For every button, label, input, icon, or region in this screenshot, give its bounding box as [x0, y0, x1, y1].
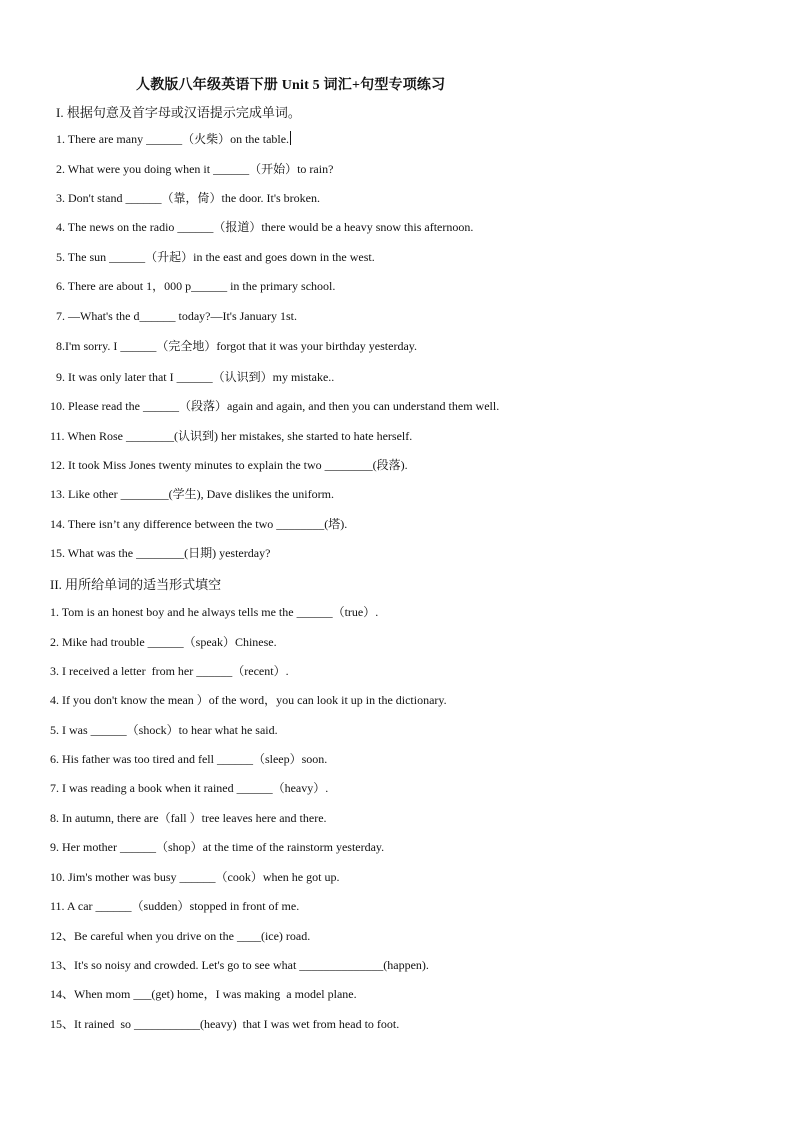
section1-item-13: 13. Like other ________(学生), Dave dislikes the uniform. — [50, 487, 334, 501]
section1-item-11: 11. When Rose ________(认识到) her mistakes, she started to hate herself. — [50, 429, 413, 443]
section1-item-10: 10. Please read the ______（段落）again and again, and then you can understand them well. — [50, 399, 500, 413]
section2-item-7: 7. I was reading a book when it rained ______（heavy）. — [50, 781, 329, 795]
section1-item-9: 9. It was only later that I ______（认识到）my mistake.. — [56, 370, 335, 384]
section1-item-6: 6. There are about 1，000 p______ in the primary school. — [56, 279, 336, 293]
section1-item-8: 8.I'm sorry. I ______（完全地）forgot that it was your birthday yesterday. — [56, 339, 417, 353]
text-cursor — [290, 131, 291, 145]
section1-item-14: 14. There isn’t any difference between the two ________(塔). — [50, 517, 348, 531]
section2-item-6: 6. His father was too tired and fell ______（sleep）soon. — [50, 752, 328, 766]
section2-item-4: 4. If you don't know the mean ）of the word，you can look it up in the dictionary. — [50, 693, 447, 707]
section1-item-7: 7. —What's the d______ today?—It's January 1st. — [56, 309, 297, 323]
section2-item-15: 15、It rained so ___________(heavy) that I was wet from head to foot. — [50, 1017, 400, 1031]
section1-item-15: 15. What was the ________(日期) yesterday? — [50, 546, 271, 560]
section1-item-2: 2. What were you doing when it ______（开始）to rain? — [56, 162, 334, 176]
section1-item-1: 1. There are many ______（火柴）on the table. — [56, 132, 290, 146]
page-title: 人教版八年级英语下册 Unit 5 词汇+句型专项练习 — [136, 78, 446, 93]
section2-item-8: 8. In autumn, there are（fall ）tree leaves here and there. — [50, 811, 327, 825]
section2-item-14: 14、When mom ___(get) home，I was making a model plane. — [50, 987, 357, 1001]
section1-heading: I. 根据句意及首字母或汉语提示完成单词。 — [56, 105, 301, 120]
section2-item-11: 11. A car ______（sudden）stopped in front of me. — [50, 899, 300, 913]
section2-item-5: 5. I was ______（shock）to hear what he said. — [50, 723, 278, 737]
section2-heading: II. 用所给单词的适当形式填空 — [50, 577, 222, 592]
section1-item-5: 5. The sun ______（升起）in the east and goes down in the west. — [56, 250, 375, 264]
section2-item-3: 3. I received a letter from her ______（recent）. — [50, 664, 289, 678]
section2-item-2: 2. Mike had trouble ______（speak）Chinese. — [50, 635, 277, 649]
section2-item-13: 13、It's so noisy and crowded. Let's go to see what ______________(happen). — [50, 958, 429, 972]
section2-item-1: 1. Tom is an honest boy and he always tells me the ______（true）. — [50, 605, 379, 619]
section1-item-12: 12. It took Miss Jones twenty minutes to explain the two ________(段落). — [50, 458, 408, 472]
section2-item-9: 9. Her mother ______（shop）at the time of the rainstorm yesterday. — [50, 840, 385, 854]
section2-item-12: 12、Be careful when you drive on the ____(ice) road. — [50, 929, 311, 943]
section1-item-4: 4. The news on the radio ______（报道）there would be a heavy snow this afternoon. — [56, 220, 474, 234]
section1-item-3: 3. Don't stand ______（靠，倚）the door. It's broken. — [56, 191, 320, 205]
section2-item-10: 10. Jim's mother was busy ______（cook）when he got up. — [50, 870, 340, 884]
